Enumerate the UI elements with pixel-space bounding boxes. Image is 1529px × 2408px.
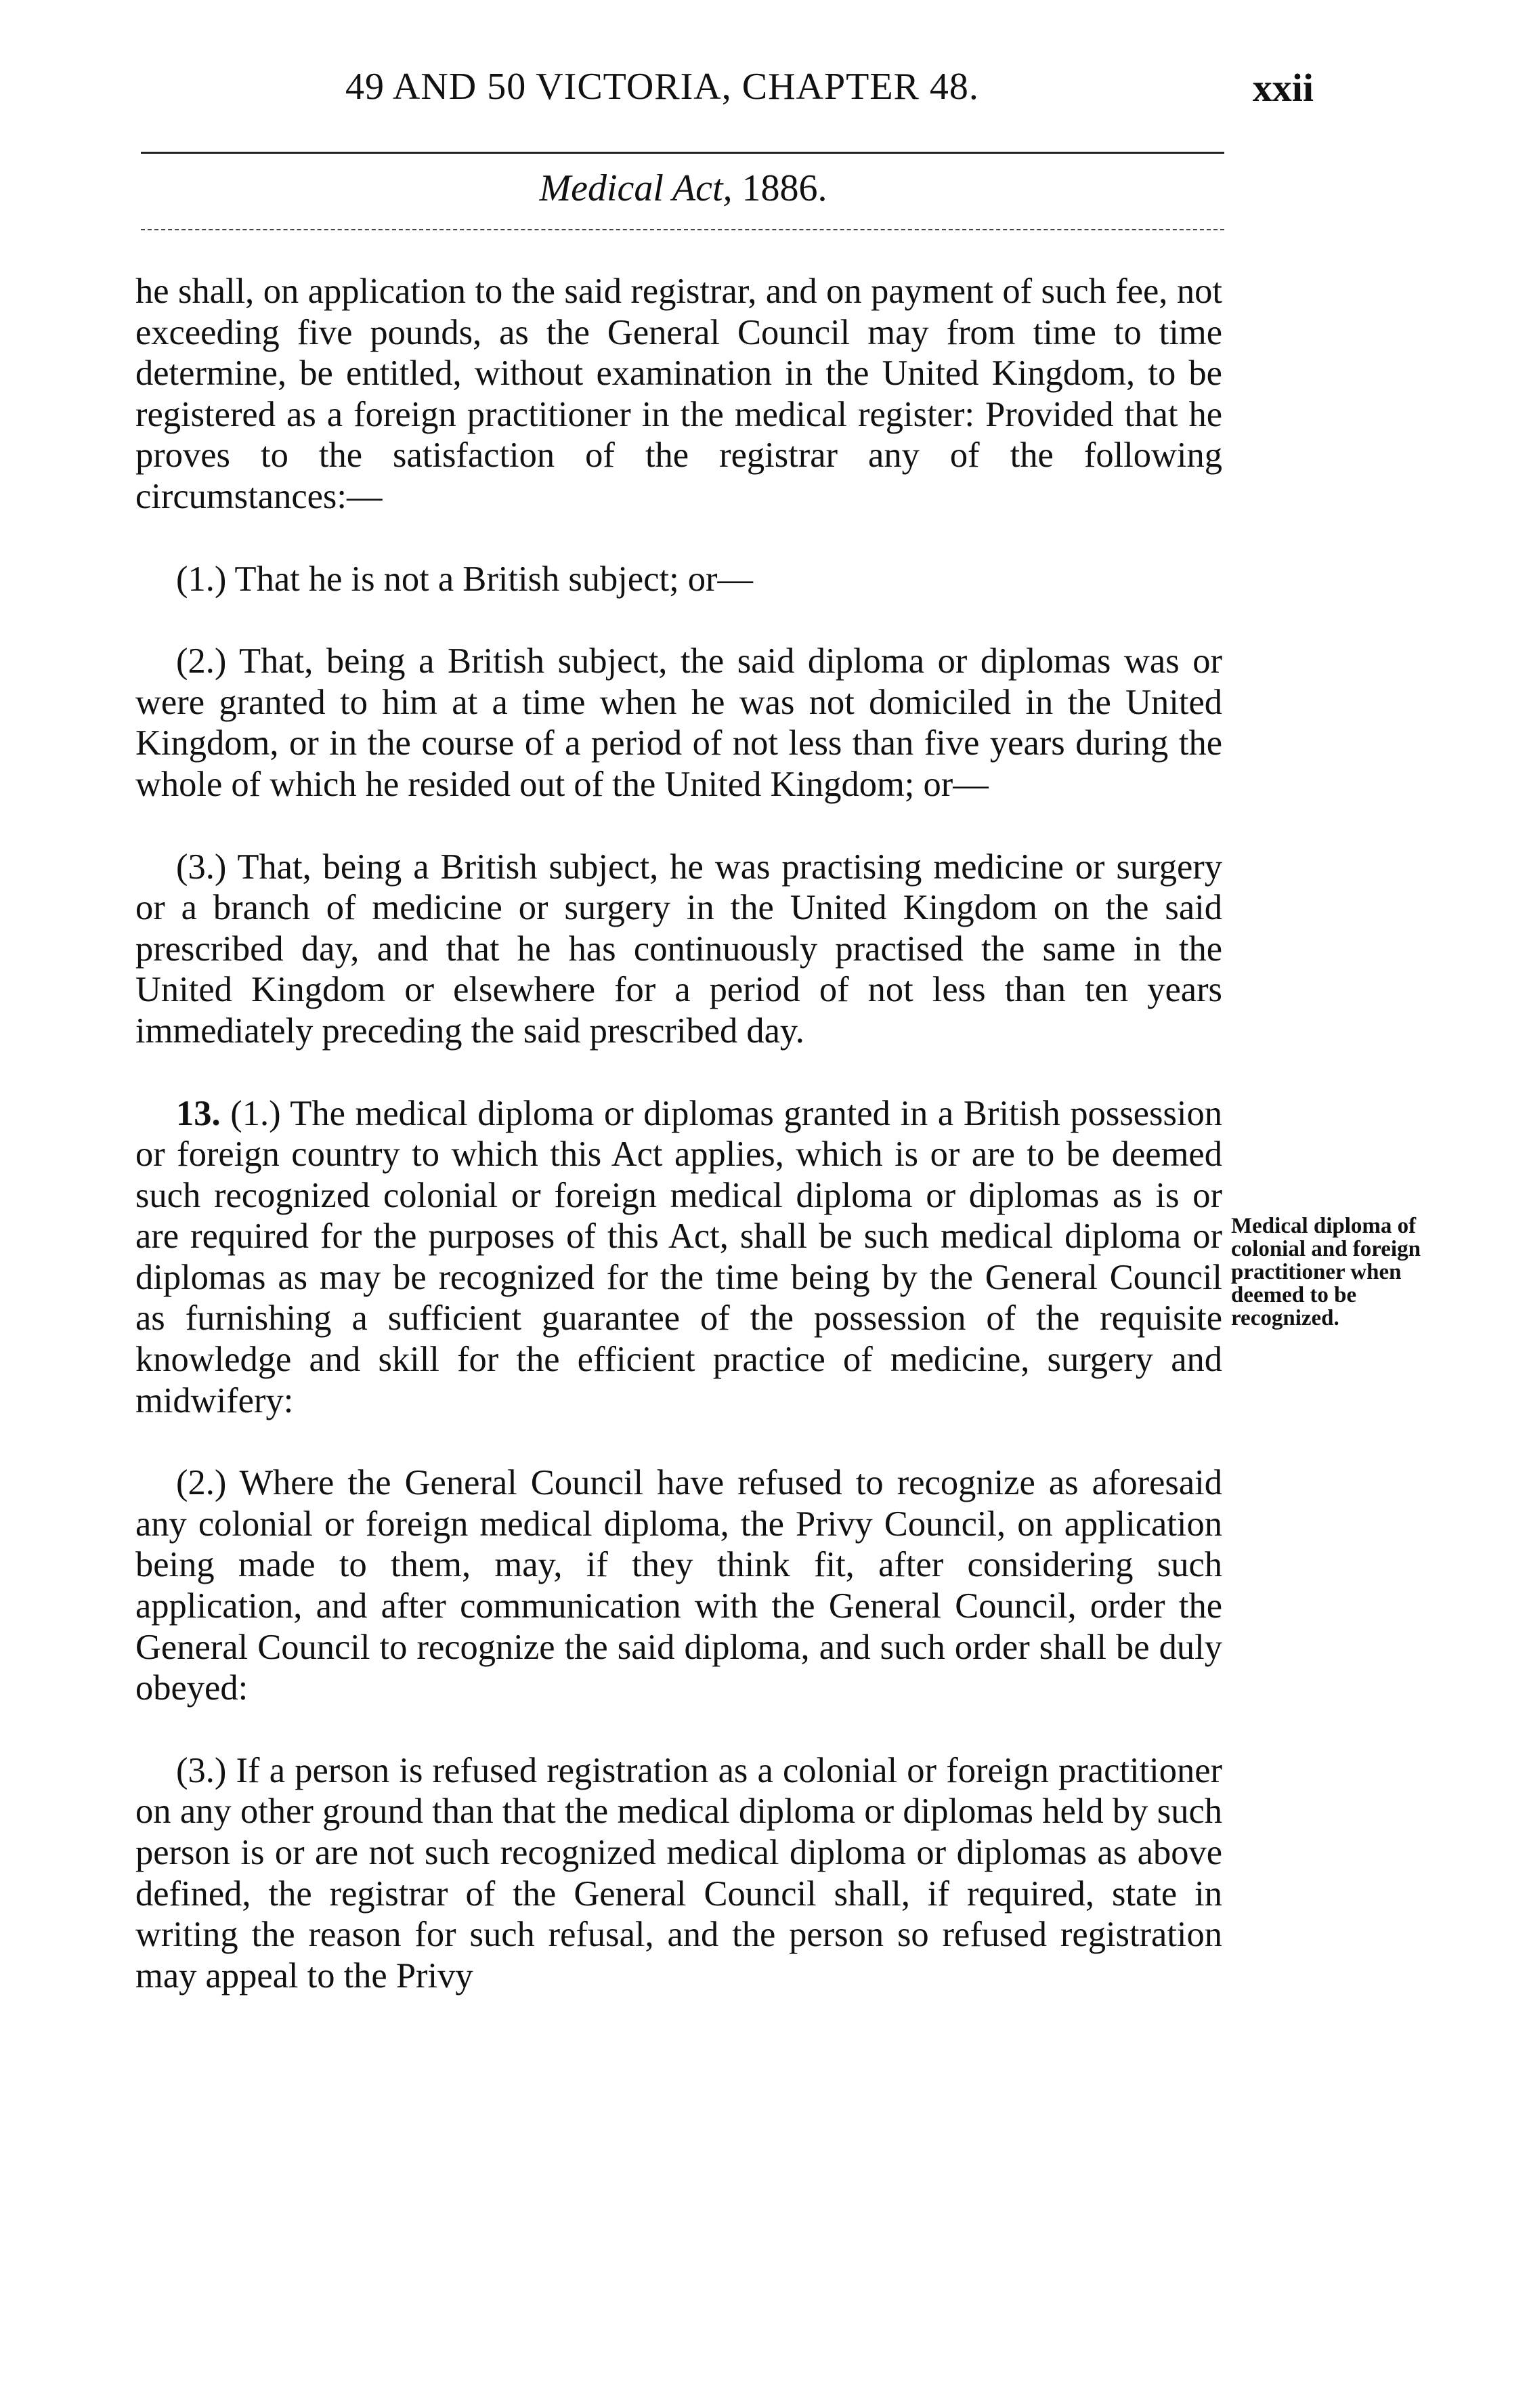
section-13-1-text: (1.) The medical diploma or diplomas granted in a British possession or foreign country to which this Act applies, which is or are to be deemed such recognized colonial or foreign medical diploma or diplomas as is or are required for the purposes of this Act, shall be such medical diploma or diplomas as may be recognized for the time being by the General Council as furnishing a sufficient guarantee of the possession of the requisite knowledge and skill for the efficient practice of medicine, surgery and midwifery:: [135, 1093, 1223, 1420]
clause-2: (2.) That, being a British subject, the said diploma or diplomas was or were granted to him at a time when he was not domiciled in the United Kingdom, or in the course of a period of not less than five years during the whole of which he resided out of the United Kingdom; or—: [135, 641, 1222, 804]
section-13-subsection-3: (3.) If a person is refused registration as a colonial or foreign practitioner on any other ground than that the medical diploma or diplomas held by such person is or are not such recognized medical diploma or diplomas as above defined, the registrar of the General Council shall, if required, state in writing the reason for such refusal, and the person so refused registration may appeal to the Privy: [135, 1750, 1222, 1995]
opening-paragraph: he shall, on application to the said registrar, and on payment of such fee, not exceeding five pounds, as the General Council may from time to time determine, be entitled, without examination in the United Kingdom, to be registered as a foreign practitioner in the medical register: Provided that he proves to the satisfaction of the registrar any of the following circumstances:—: [135, 272, 1222, 516]
margin-note: Medical diploma of colonial and foreign practitioner when deemed to be recognized.: [1231, 1214, 1421, 1330]
section-number: 13.: [176, 1093, 221, 1133]
clause-1: (1.) That he is not a British subject; or—: [176, 559, 754, 599]
act-name: Medical Act,: [539, 167, 733, 209]
clause-3: (3.) That, being a British subject, he was practising medicine or surgery or a branch of medicine or surgery in the United Kingdom on the said prescribed day, and that he has continuously practised the same in the United Kingdom or elsewhere for a period of not less than ten years immediately preceding the said prescribed day.: [135, 847, 1222, 1051]
header-rule-top: [141, 152, 1224, 154]
body-text: [135, 271, 1222, 1996]
running-title: 49 AND 50 VICTORIA, CHAPTER 48.: [345, 66, 979, 108]
running-head: [135, 65, 1314, 119]
page-number: xxii: [1252, 66, 1314, 110]
act-year: 1886.: [741, 167, 827, 209]
section-13-subsection-2: (2.) Where the General Council have refused to recognize as aforesaid any colonial or foreign medical diploma, the Privy Council, on application being made to them, may, if they think fit, after considering such application, and after communication with the General Council, order the General Council to recognize the said diploma, and such order shall be duly obeyed:: [135, 1463, 1222, 1708]
header-rule-bottom: [141, 229, 1224, 230]
section-13-subsection-1: [135, 1093, 1222, 1422]
act-title: [0, 167, 1366, 210]
